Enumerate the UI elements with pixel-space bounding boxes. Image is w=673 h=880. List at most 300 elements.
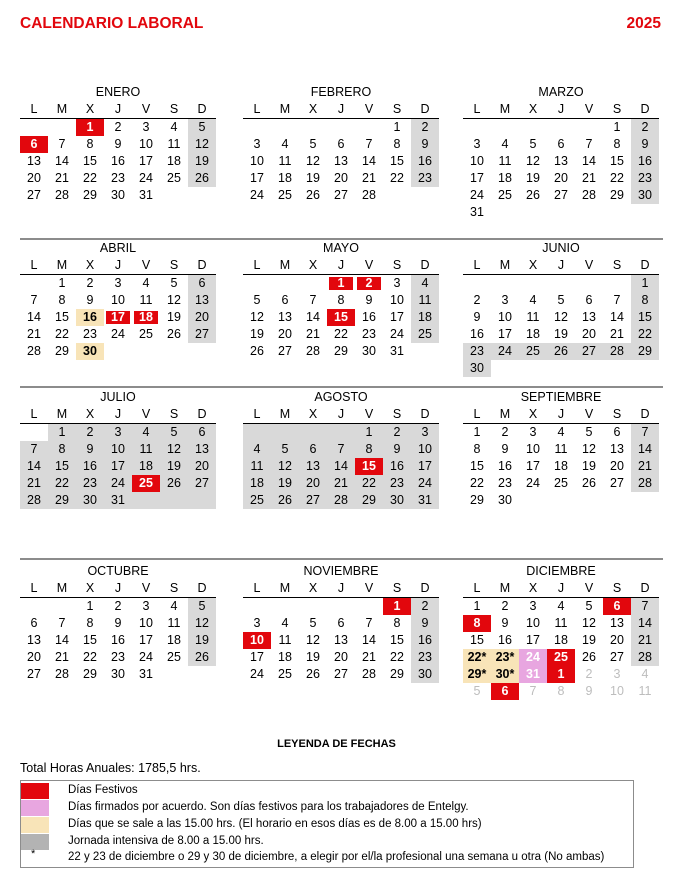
- week-row: [243, 615, 439, 632]
- day-cell: 5: [253, 293, 261, 307]
- weekday-initial: D: [197, 258, 207, 272]
- day-cell: 14: [610, 310, 624, 324]
- day-cell: 21: [362, 171, 376, 185]
- legend-item: [21, 817, 631, 833]
- empty-cell: [20, 119, 48, 136]
- empty-cell: [547, 492, 575, 509]
- empty-cell: [160, 343, 188, 360]
- weekday-initial: J: [557, 102, 565, 116]
- empty-cell: [104, 343, 132, 360]
- weekday-initial: J: [557, 258, 565, 272]
- weekday-header: [463, 580, 659, 598]
- weekday-initial: S: [169, 581, 179, 595]
- month-name: MARZO: [538, 85, 584, 99]
- empty-cell: [575, 275, 603, 292]
- day-cell: 20: [334, 650, 348, 664]
- day-cell: 24: [250, 188, 264, 202]
- month-octubre: [20, 563, 216, 683]
- day-cell: 10: [243, 632, 271, 649]
- day-cell: 27: [334, 188, 348, 202]
- day-cell: 11: [554, 442, 568, 456]
- day-cell: 10: [470, 154, 484, 168]
- month-name: OCTUBRE: [87, 564, 149, 578]
- day-cell: 2: [76, 424, 104, 441]
- empty-cell: [355, 119, 383, 136]
- month-name: FEBRERO: [310, 85, 372, 99]
- empty-cell: [575, 119, 603, 136]
- month-name: NOVIEMBRE: [303, 564, 379, 578]
- day-cell: 27: [278, 344, 292, 358]
- day-cell: 19: [167, 310, 181, 324]
- month-name: DICIEMBRE: [526, 564, 596, 578]
- day-cell: 18: [554, 633, 568, 647]
- day-cell: 15: [390, 633, 404, 647]
- day-cell: 8: [613, 137, 621, 151]
- day-cell: 27: [575, 343, 603, 360]
- day-cell: 12: [582, 442, 596, 456]
- week-row: [20, 666, 216, 683]
- weekday-initial: S: [169, 102, 179, 116]
- day-cell: 10: [111, 293, 125, 307]
- day-cell: 12: [188, 136, 216, 153]
- day-cell: 17: [526, 459, 540, 473]
- week-row: [243, 458, 439, 475]
- weekday-initial: X: [85, 581, 95, 595]
- month-name: MAYO: [323, 241, 359, 255]
- day-cell: 4: [501, 137, 509, 151]
- week-row: [20, 492, 216, 509]
- day-cell: 25: [132, 475, 160, 492]
- empty-cell: [355, 598, 383, 615]
- day-cell: 19: [306, 650, 320, 664]
- day-cell: 7: [365, 137, 373, 151]
- weekday-initial: J: [337, 407, 345, 421]
- empty-cell: [243, 598, 271, 615]
- day-cell: 4: [142, 276, 150, 290]
- day-cell: 16: [76, 458, 104, 475]
- day-cell: 6: [337, 616, 345, 630]
- day-cell: 3: [393, 276, 401, 290]
- day-cell: 13: [278, 310, 292, 324]
- day-cell: 5: [529, 137, 537, 151]
- day-cell: 18: [132, 458, 160, 475]
- legend-text: Jornada intensiva de 8.00 a 15.00 hrs.: [68, 835, 264, 847]
- day-cell: 10: [498, 310, 512, 324]
- weekday-initial: X: [85, 102, 95, 116]
- day-cell: 10: [139, 616, 153, 630]
- empty-cell: [48, 119, 76, 136]
- day-cell: 9: [114, 137, 122, 151]
- month-name: AGOSTO: [314, 390, 368, 404]
- weekday-initial: S: [392, 102, 402, 116]
- weekday-initial: S: [392, 581, 402, 595]
- month-julio: [20, 389, 216, 509]
- day-cell: 3: [529, 599, 537, 613]
- empty-cell: [491, 119, 519, 136]
- empty-cell: [188, 343, 216, 360]
- weekday-initial: X: [308, 102, 318, 116]
- day-cell: 9: [365, 293, 373, 307]
- day-cell: 24: [104, 475, 132, 492]
- weekday-initial: X: [528, 258, 538, 272]
- day-cell: 4: [281, 616, 289, 630]
- month-name: SEPTIEMBRE: [520, 390, 602, 404]
- day-cell: 16: [498, 633, 512, 647]
- day-cell: 7: [613, 293, 621, 307]
- weekday-initial: L: [473, 407, 481, 421]
- day-cell: 25: [411, 326, 439, 343]
- empty-cell: [271, 119, 299, 136]
- day-cell: 5: [309, 616, 317, 630]
- weekday-initial: X: [308, 407, 318, 421]
- day-cell: 9: [585, 684, 593, 698]
- day-cell: 24: [111, 327, 125, 341]
- day-cell: 29: [48, 492, 76, 509]
- day-cell: 21: [582, 171, 596, 185]
- week-row: [463, 187, 659, 204]
- weekday-initial: M: [279, 581, 291, 595]
- day-cell: 11: [278, 154, 292, 168]
- weekday-initial: D: [197, 102, 207, 116]
- weekday-initial: L: [253, 581, 261, 595]
- empty-cell: [547, 204, 575, 221]
- day-cell: 26: [250, 344, 264, 358]
- day-cell: 19: [160, 458, 188, 475]
- day-cell: 8: [355, 441, 383, 458]
- day-cell: 14: [20, 458, 48, 475]
- week-row: [20, 632, 216, 649]
- weekday-initial: D: [640, 258, 650, 272]
- day-cell: 5: [188, 598, 216, 615]
- weekday-initial: S: [612, 407, 622, 421]
- day-cell: 25: [278, 188, 292, 202]
- day-cell: 19: [306, 171, 320, 185]
- day-cell: 6: [188, 275, 216, 292]
- day-cell: 20: [188, 458, 216, 475]
- day-cell: 1: [393, 120, 401, 134]
- day-cell: 1: [86, 599, 94, 613]
- day-cell: 1: [58, 276, 66, 290]
- weekday-initial: L: [473, 258, 481, 272]
- day-cell: 4: [641, 667, 649, 681]
- total-hours: Total Horas Anuales: 1785,5 hrs.: [20, 761, 201, 775]
- day-cell: 7: [585, 137, 593, 151]
- day-cell: 23: [411, 170, 439, 187]
- week-row: [243, 632, 439, 649]
- day-cell: 12: [582, 616, 596, 630]
- day-cell: 23: [411, 649, 439, 666]
- week-row: [20, 441, 216, 458]
- day-cell: 5: [188, 119, 216, 136]
- day-cell: 15: [631, 309, 659, 326]
- day-cell: 3: [529, 425, 537, 439]
- weekday-initial: L: [30, 581, 38, 595]
- day-cell: 2: [411, 598, 439, 615]
- week-row: [463, 615, 659, 632]
- day-cell: 16: [411, 153, 439, 170]
- weekday-initial: L: [253, 102, 261, 116]
- weekday-header: [243, 406, 439, 424]
- weekday-initial: V: [584, 102, 594, 116]
- empty-cell: [299, 119, 327, 136]
- empty-cell: [132, 492, 160, 509]
- day-cell: 24: [390, 327, 404, 341]
- day-cell: 16: [76, 309, 104, 326]
- empty-cell: [327, 424, 355, 441]
- empty-cell: [411, 343, 439, 360]
- weekday-initial: D: [420, 581, 430, 595]
- day-cell: 31: [139, 667, 153, 681]
- day-cell: 14: [306, 310, 320, 324]
- day-cell: 23: [111, 171, 125, 185]
- empty-cell: [20, 424, 48, 441]
- day-cell: 6: [281, 293, 289, 307]
- month-name: ENERO: [95, 85, 141, 99]
- legend-note: [21, 850, 631, 866]
- day-cell: 23*: [491, 649, 519, 666]
- day-cell: 26: [306, 667, 320, 681]
- day-cell: 25: [167, 650, 181, 664]
- day-cell: 6: [557, 137, 565, 151]
- legend-text: Días que se sale a las 15.00 hrs. (El horario en esos días es de 8.00 a 15.00 hrs): [68, 818, 482, 830]
- day-cell: 29: [334, 344, 348, 358]
- day-cell: 17: [526, 633, 540, 647]
- day-cell: 24: [139, 171, 153, 185]
- day-cell: 28: [362, 667, 376, 681]
- weekday-initial: M: [56, 258, 68, 272]
- day-cell: 30: [463, 360, 491, 377]
- week-row: [20, 275, 216, 292]
- day-cell: 11: [139, 293, 153, 307]
- day-cell: 9: [411, 615, 439, 632]
- weekday-initial: S: [392, 258, 402, 272]
- empty-cell: [519, 492, 547, 509]
- day-cell: 23: [76, 475, 104, 492]
- week-row: [20, 424, 216, 441]
- day-cell: 27: [554, 188, 568, 202]
- weekday-initial: M: [56, 102, 68, 116]
- day-cell: 9: [631, 136, 659, 153]
- day-cell: 16: [362, 310, 376, 324]
- weekday-initial: M: [499, 581, 511, 595]
- day-cell: 13: [188, 441, 216, 458]
- day-cell: 9: [473, 310, 481, 324]
- weekday-header: [243, 257, 439, 275]
- weekday-initial: V: [584, 581, 594, 595]
- day-cell: 26: [526, 188, 540, 202]
- month-agosto: [243, 389, 439, 509]
- empty-cell: [271, 598, 299, 615]
- weekday-header: [20, 101, 216, 119]
- day-cell: 8: [473, 442, 481, 456]
- weekday-initial: M: [499, 407, 511, 421]
- day-cell: 19: [188, 153, 216, 170]
- day-cell: 14: [327, 458, 355, 475]
- day-cell: 5: [309, 137, 317, 151]
- day-cell: 25: [547, 649, 575, 666]
- day-cell: 25: [139, 327, 153, 341]
- day-cell: 12: [306, 633, 320, 647]
- day-cell: 22: [631, 326, 659, 343]
- day-cell: 31: [411, 492, 439, 509]
- day-cell: 26: [582, 650, 596, 664]
- day-cell: 11: [278, 633, 292, 647]
- day-cell: 19: [554, 327, 568, 341]
- empty-cell: [463, 275, 491, 292]
- week-row: [463, 666, 659, 683]
- day-cell: 27: [334, 667, 348, 681]
- empty-cell: [160, 666, 188, 683]
- day-cell: 28: [362, 188, 376, 202]
- day-cell: 4: [411, 275, 439, 292]
- weekday-initial: J: [114, 102, 122, 116]
- day-cell: 22: [55, 327, 69, 341]
- week-row: [243, 343, 439, 360]
- day-cell: 13: [188, 292, 216, 309]
- month-mayo: [243, 240, 439, 360]
- day-cell: 5: [160, 424, 188, 441]
- day-cell: 3: [104, 424, 132, 441]
- day-cell: 1: [383, 598, 411, 615]
- day-cell: 23: [83, 327, 97, 341]
- weekday-initial: V: [364, 407, 374, 421]
- day-cell: 8: [86, 616, 94, 630]
- day-cell: 10: [610, 684, 624, 698]
- day-cell: 27: [188, 326, 216, 343]
- week-row: [20, 343, 216, 360]
- day-cell: 22*: [463, 649, 491, 666]
- weekday-initial: M: [279, 102, 291, 116]
- week-row: [243, 119, 439, 136]
- day-cell: 18: [498, 171, 512, 185]
- empty-cell: [491, 204, 519, 221]
- day-cell: 4: [170, 120, 178, 134]
- day-cell: 15: [48, 458, 76, 475]
- week-row: [243, 136, 439, 153]
- note-text: 22 y 23 de diciembre o 29 y 30 de diciembre, a elegir por el/la profesional una semana u otra (No ambas): [68, 851, 605, 863]
- day-cell: 23: [111, 650, 125, 664]
- day-cell: 28: [55, 188, 69, 202]
- day-cell: 28: [20, 492, 48, 509]
- day-cell: 4: [132, 424, 160, 441]
- day-cell: 12: [167, 293, 181, 307]
- month-name: ABRIL: [99, 241, 137, 255]
- day-cell: 7: [631, 424, 659, 441]
- week-row: [20, 309, 216, 326]
- month-marzo: [463, 84, 659, 221]
- day-cell: 15: [470, 459, 484, 473]
- week-row: [463, 292, 659, 309]
- day-cell: 2: [383, 424, 411, 441]
- week-row: [243, 598, 439, 615]
- day-cell: 21: [20, 475, 48, 492]
- day-cell: 27: [610, 650, 624, 664]
- empty-cell: [519, 275, 547, 292]
- weekday-initial: V: [141, 407, 151, 421]
- day-cell: 15: [83, 633, 97, 647]
- day-cell: 22: [48, 475, 76, 492]
- day-cell: 3: [142, 120, 150, 134]
- month-diciembre: [463, 563, 659, 700]
- weekday-initial: L: [473, 102, 481, 116]
- day-cell: 6: [20, 136, 48, 153]
- week-row: [463, 119, 659, 136]
- day-cell: 14: [55, 633, 69, 647]
- day-cell: 30: [111, 188, 125, 202]
- day-cell: 6: [299, 441, 327, 458]
- month-enero: [20, 84, 216, 204]
- week-row: [243, 275, 439, 292]
- month-abril: [20, 240, 216, 360]
- empty-cell: [547, 275, 575, 292]
- day-cell: 29: [83, 667, 97, 681]
- day-cell: 2: [114, 120, 122, 134]
- day-cell: 9: [383, 441, 411, 458]
- day-cell: 24: [519, 649, 547, 666]
- weekday-initial: D: [197, 407, 207, 421]
- weekday-header: [20, 406, 216, 424]
- day-cell: 8: [393, 616, 401, 630]
- day-cell: 3: [613, 667, 621, 681]
- day-cell: 2: [631, 119, 659, 136]
- empty-cell: [188, 666, 216, 683]
- day-cell: 13: [610, 442, 624, 456]
- day-cell: 21: [631, 458, 659, 475]
- day-cell: 7: [529, 684, 537, 698]
- day-cell: 11: [167, 137, 181, 151]
- weekday-initial: V: [141, 258, 151, 272]
- day-cell: 3: [473, 137, 481, 151]
- empty-cell: [411, 187, 439, 204]
- day-cell: 9: [501, 442, 509, 456]
- day-cell: 29: [610, 188, 624, 202]
- weekday-initial: M: [279, 258, 291, 272]
- note-marker: *: [31, 848, 36, 860]
- day-cell: 20: [27, 171, 41, 185]
- month-noviembre: [243, 563, 439, 683]
- day-cell: 21: [631, 632, 659, 649]
- empty-cell: [327, 119, 355, 136]
- day-cell: 18: [278, 171, 292, 185]
- day-cell: 13: [299, 458, 327, 475]
- weekday-initial: V: [364, 581, 374, 595]
- day-cell: 28: [327, 492, 355, 509]
- empty-cell: [188, 187, 216, 204]
- day-cell: 20: [610, 633, 624, 647]
- day-cell: 20: [27, 650, 41, 664]
- day-cell: 29: [55, 344, 69, 358]
- day-cell: 10: [250, 154, 264, 168]
- day-cell: 27: [299, 492, 327, 509]
- day-cell: 9: [76, 441, 104, 458]
- day-cell: 21: [327, 475, 355, 492]
- day-cell: 3: [253, 616, 261, 630]
- day-cell: 24: [491, 343, 519, 360]
- weekday-initial: L: [30, 407, 38, 421]
- day-cell: 30: [631, 187, 659, 204]
- day-cell: 20: [554, 171, 568, 185]
- day-cell: 28: [306, 344, 320, 358]
- empty-cell: [299, 275, 327, 292]
- day-cell: 23: [631, 170, 659, 187]
- day-cell: 19: [271, 475, 299, 492]
- weekday-initial: V: [141, 102, 151, 116]
- weekday-initial: L: [30, 258, 38, 272]
- weekday-initial: L: [253, 258, 261, 272]
- week-row: [463, 360, 659, 377]
- day-cell: 12: [250, 310, 264, 324]
- month-name: JUNIO: [542, 241, 580, 255]
